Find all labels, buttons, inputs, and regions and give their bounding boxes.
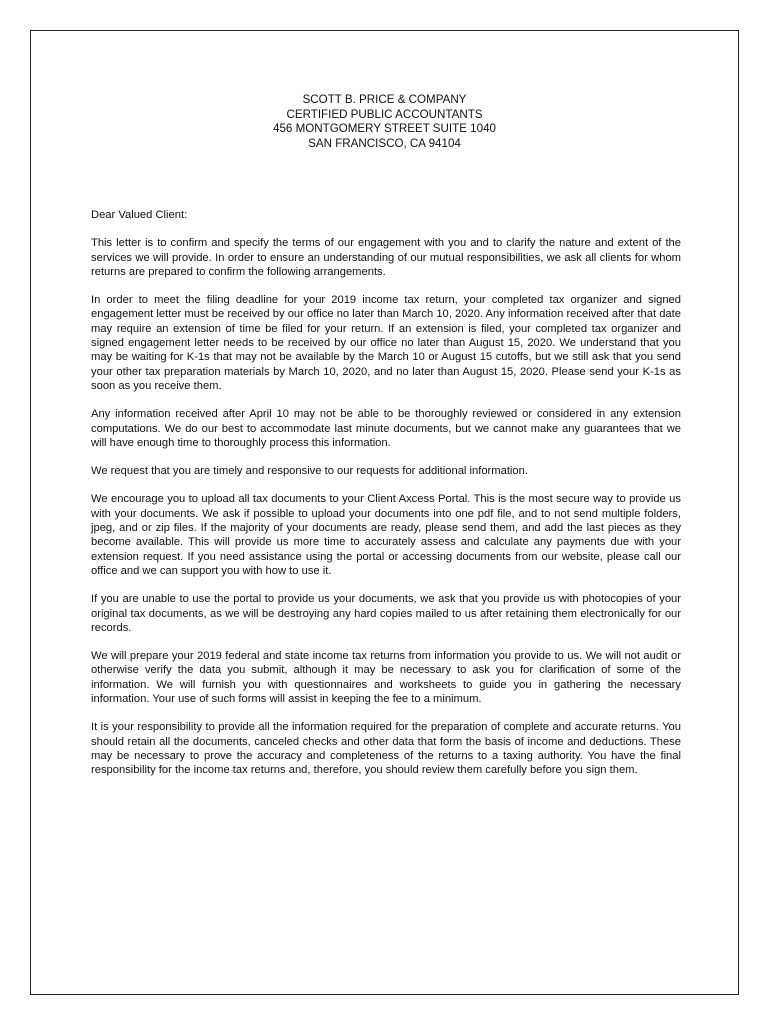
- letter-body: [91, 208, 681, 792]
- company-title: CERTIFIED PUBLIC ACCOUNTANTS: [286, 107, 483, 121]
- document-page: [30, 30, 739, 995]
- paragraph-filing-deadline: In order to meet the filing deadline for your 2019 income tax return, your completed tax organizer and signed engagement letter must be received by our office no later than March 10, 2020. Any information received after that date may require an extension of time be filed for your return. If an extension is filed, your completed tax organizer and signed engagement letter needs to be received by our office no later than August 15, 2020. We understand that you may be waiting for K-1s that may not be available by the March 10 or August 15 cutoffs, but we still ask that you send your other tax preparation materials by March 10, 2020, and no later than August 15, 2020. Please send your K-1s as soon as you receive them.: [91, 294, 681, 392]
- paragraph-responsibility: It is your responsibility to provide all the information required for the preparation of complete and accurate returns. You should retain all the documents, canceled checks and other data that form the basis of income and deductions. These may be necessary to prove the accuracy and completeness of the returns to a taxing authority. You have the final responsibility for the income tax returns and, therefore, you should review them carefully before you sign them.: [91, 721, 681, 777]
- company-street: 456 MONTGOMERY STREET SUITE 1040: [273, 122, 496, 135]
- paragraph-photocopies: If you are unable to use the portal to provide us your documents, we ask that you provide us with photocopies of your original tax documents, as we will be destroying any hard copies mailed to us after retaining them electronically for our records.: [91, 593, 681, 634]
- paragraph-late-information: Any information received after April 10 may not be able to be thoroughly reviewed or considered in any extension computations. We do our best to accommodate last minute documents, but we cannot make any guarantees that we will have enough time to thoroughly process this information.: [91, 408, 681, 449]
- paragraph-client-portal: We encourage you to upload all tax documents to your Client Axcess Portal. This is the most secure way to provide us with your documents. We ask if possible to upload your documents into one pdf file, and to not send multiple folders, jpeg, and or zip files. If the majority of your documents are ready, please send them, and add the last pieces as they become available. This will provide us more time to accurately assess and calculate any payments due with your extension request. If you need assistance using the portal or accessing documents from our website, please call our office and we can support you with how to use it.: [91, 493, 681, 577]
- paragraph-timely-response: We request that you are timely and responsive to our requests for additional information.: [91, 465, 528, 478]
- salutation: Dear Valued Client:: [91, 209, 188, 221]
- company-city: SAN FRANCISCO, CA 94104: [308, 136, 461, 150]
- company-name: SCOTT B. PRICE & COMPANY: [302, 93, 467, 106]
- paragraph-engagement-terms: This letter is to confirm and specify the terms of our engagement with you and to clarify the nature and extent of the services we will provide. In order to ensure an understanding of our mutual responsibilities, we ask all clients for whom returns are prepared to confirm the following arrangements.: [91, 237, 681, 278]
- paragraph-preparation: We will prepare your 2019 federal and state income tax returns from information you provide to us. We will not audit or otherwise verify the data you submit, although it may be necessary to ask you for clarification of some of the information. We will furnish you with questionnaires and worksheets to guide you in gathering the necessary information. Your use of such forms will assist in keeping the fee to a minimum.: [91, 650, 681, 706]
- letterhead: [31, 93, 738, 151]
